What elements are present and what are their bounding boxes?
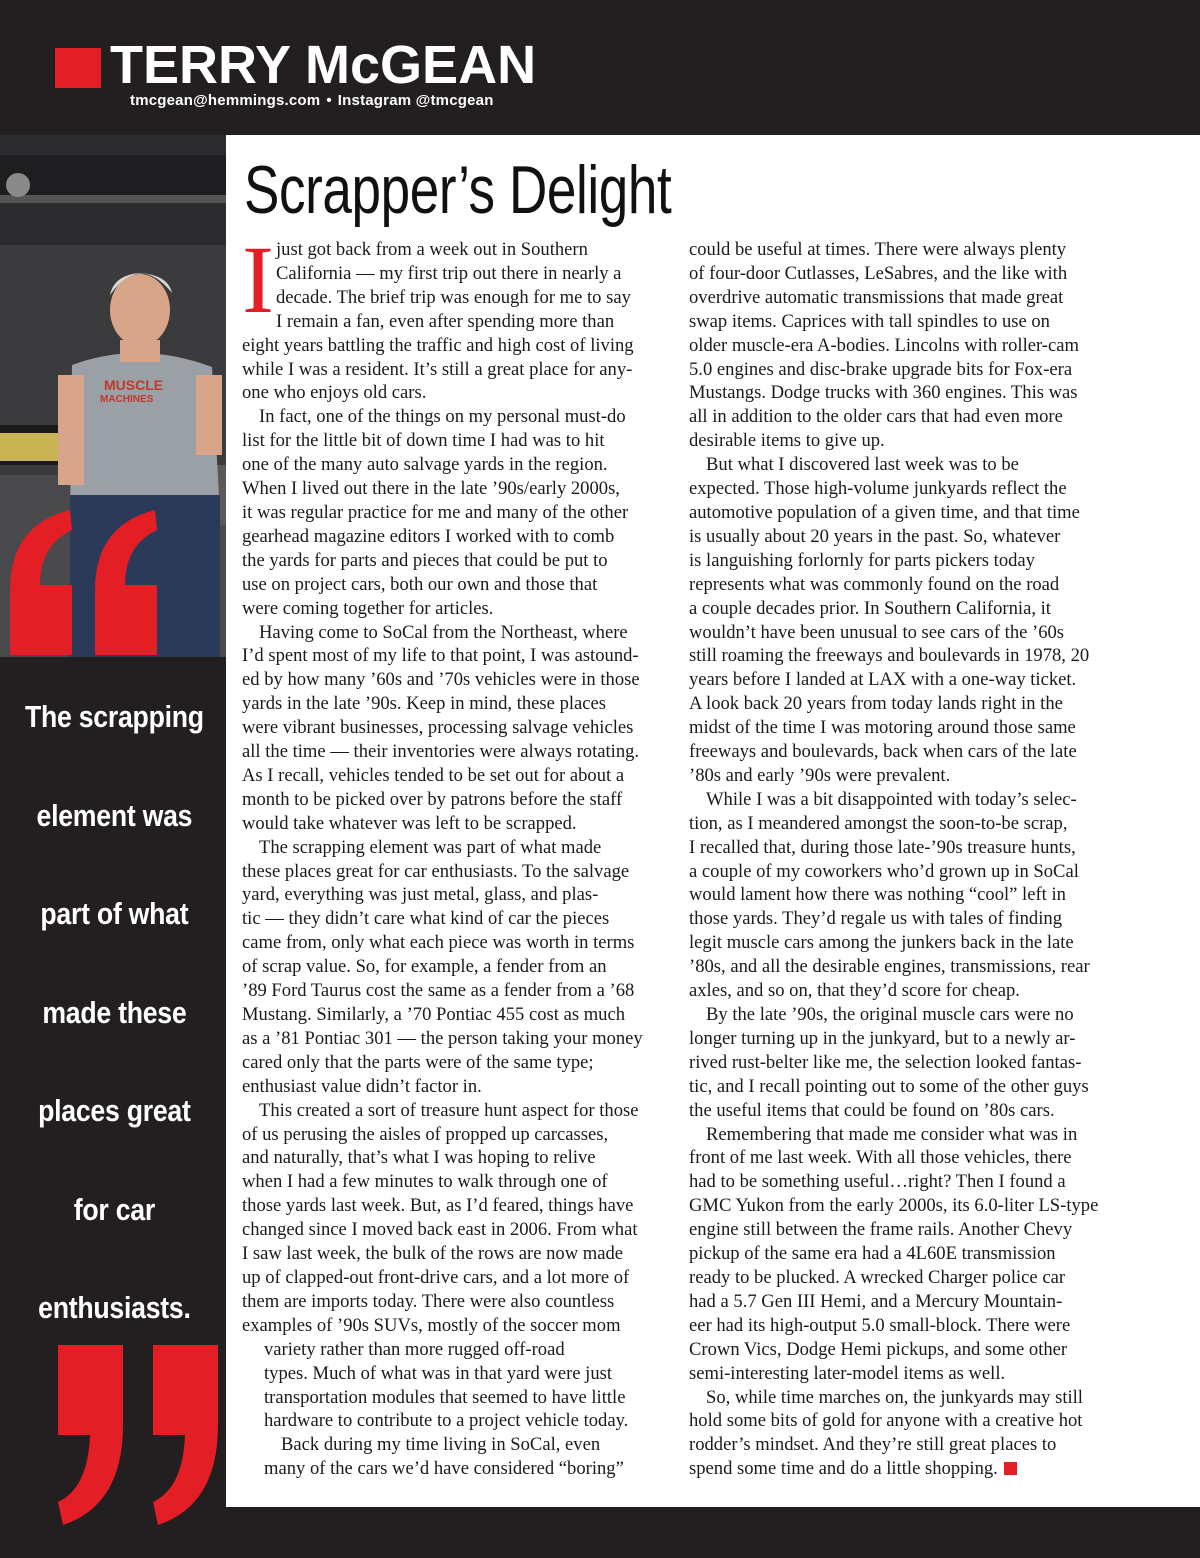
text-line: use on project cars, both our own and those that [242, 573, 598, 595]
text-line: those yards last week. But, as I’d feared, things have [242, 1195, 634, 1217]
drop-cap: I [242, 226, 274, 333]
text-line: midst of the time I was motoring around those same [689, 717, 1076, 739]
paragraph [242, 238, 674, 405]
text-line: would take whatever was left to be scrapped. [242, 812, 577, 834]
text-line: transportation modules that seemed to have little [264, 1386, 626, 1408]
pull-quote-line: made these [42, 994, 187, 1030]
text-line: legit muscle cars among the junkers back in the late [689, 932, 1074, 954]
text-line: Having come to SoCal from the Northeast, where [259, 621, 628, 643]
shirt-text-muscle: MUSCLE [104, 377, 164, 393]
text-line: of us perusing the aisles of propped up carcasses, [242, 1123, 609, 1145]
text-line: of four-door Cutlasses, LeSabres, and the like with [689, 262, 1068, 284]
pull-quote-line: for car [73, 1191, 155, 1227]
text-line: A look back 20 years from today lands right in the [689, 693, 1063, 715]
author-contact [130, 92, 494, 109]
paragraph [689, 1409, 1129, 1481]
text-line: engine still between the frame rails. Another Chevy [689, 1219, 1073, 1241]
paragraph [242, 1433, 674, 1457]
pull-quote-line: The scrapping [24, 699, 204, 734]
text-line: list for the little bit of down time I had was to hit [242, 430, 605, 452]
text-line: while I was a resident. It’s still a great place for any- [242, 358, 633, 380]
text-line: front of me last week. With all those vehicles, there [689, 1147, 1072, 1169]
text-line: As I recall, vehicles tended to be set out for about a [242, 764, 625, 786]
text-line: But what I discovered last week was to be [706, 454, 1019, 476]
text-line: changed since I moved back east in 2006. From what [242, 1219, 638, 1241]
text-line: In fact, one of the things on my personal must-do [259, 406, 626, 428]
paragraph [242, 621, 674, 645]
article-title: Scrapper’s Delight [244, 152, 672, 228]
paragraph [689, 1146, 1129, 1385]
text-line: ready to be plucked. A wrecked Charger police car [689, 1266, 1066, 1288]
text-line: when I had a few minutes to walk through one of [242, 1171, 608, 1193]
text-line: the useful items that could be found on ’80s cars. [689, 1099, 1055, 1121]
text-line: Back during my time living in SoCal, even [281, 1434, 601, 1456]
text-line: pickup of the same era had a 4L60E transmission [689, 1243, 1056, 1265]
text-line: just got back from a week out in Southern [276, 239, 588, 260]
text-line: tic, and I recall pointing out to some of the other guys [689, 1075, 1089, 1097]
paragraph [689, 1003, 1129, 1027]
text-line: yard, everything was just metal, glass, and plas- [242, 884, 599, 906]
text-line: up of clapped-out front-drive cars, and a lot more of [242, 1266, 630, 1288]
text-line: Crown Vics, Dodge Hemi pickups, and some other [689, 1338, 1068, 1360]
text-line: automotive population of a given time, and that time [689, 501, 1080, 523]
text-line: all in addition to the older cars that had even more [689, 406, 1063, 428]
text-line: a couple decades prior. In Southern California, it [689, 597, 1051, 619]
pull-quote-line: part of what [40, 896, 189, 931]
text-line: rived rust-belter like me, the selection looked fantas- [689, 1051, 1082, 1073]
text-line: were coming together for articles. [242, 597, 494, 619]
text-line: overdrive automatic transmissions that made great [689, 286, 1064, 308]
text-line: gearhead magazine editors I worked with to comb [242, 525, 615, 547]
text-line: older muscle-era A-bodies. Lincolns with roller-cam [689, 334, 1079, 356]
paragraph [242, 405, 674, 429]
text-line: as a ’81 Pontiac 301 — the person taking your money [242, 1027, 643, 1049]
article-column-left [242, 238, 674, 1481]
paragraph [242, 836, 674, 860]
text-line: of scrap value. So, for example, a fender from an [242, 956, 607, 978]
author-email[interactable]: tmcgean@hemmings.com [130, 92, 321, 109]
text-line: one who enjoys old cars. [242, 382, 427, 404]
text-line: So, while time marches on, the junkyards may still [706, 1386, 1083, 1408]
text-line: yards in the late ’90s. Keep in mind, these places [242, 693, 607, 715]
author-name: TERRY McGEAN [110, 35, 537, 95]
text-line: swap items. Caprices with tall spindles to use on [689, 310, 1050, 332]
paragraph [242, 644, 674, 835]
text-line: ’80s, and all the desirable engines, transmissions, rear [689, 956, 1090, 978]
text-line: is usually about 20 years in the past. So, whatever [689, 525, 1061, 547]
shirt-text-machines: MACHINES [100, 394, 154, 405]
header-red-square [55, 48, 101, 88]
text-line: California — my first trip out there in nearly a [276, 262, 622, 284]
text-line: had a 5.7 Gen III Hemi, and a Mercury Mountain- [689, 1290, 1063, 1312]
paragraph [242, 1457, 674, 1481]
text-line: desirable items to give up. [689, 430, 885, 452]
text-line: Mustangs. Dodge trucks with 360 engines. This was [689, 382, 1078, 404]
text-line: the yards for parts and pieces that could be put to [242, 549, 608, 571]
text-line: a couple of my coworkers who’d grown up in SoCal [689, 860, 1079, 882]
closing-line: spend some time and do a little shopping. [689, 1458, 998, 1480]
text-line: ed by how many ’60s and ’70s vehicles were in those [242, 669, 640, 691]
text-line: all the time — their inventories were always rotating. [242, 741, 640, 763]
text-line: tion, as I meandered amongst the soon-to-be scrap, [689, 812, 1068, 834]
text-line: examples of ’90s SUVs, mostly of the soccer mom [242, 1314, 621, 1336]
text-line: those yards. They’d regale us with tales of finding [689, 908, 1062, 930]
text-line: While I was a bit disappointed with today’s selec- [706, 788, 1077, 810]
pull-quote-line: enthusiasts. [38, 1290, 191, 1325]
text-line: 5.0 engines and disc-brake upgrade bits for Fox-era [689, 358, 1073, 380]
text-line: it was regular practice for me and many of the other [242, 501, 629, 523]
text-line: would lament how there was nothing “cool” left in [689, 884, 1066, 906]
pull-quote-line: places great [38, 1093, 191, 1128]
paragraph [689, 1386, 1129, 1410]
text-line: axles, and so on, that they’d score for cheap. [689, 980, 1020, 1002]
text-line: years before I landed at LAX with a one-way ticket. [689, 669, 1077, 691]
text-line: them are imports today. There were also countless [242, 1290, 615, 1312]
text-line: cared only that the parts were of the same type; [242, 1051, 594, 1073]
paragraph [689, 1027, 1129, 1123]
text-line: and naturally, that’s what I was hoping to relive [242, 1147, 596, 1169]
text-line: freeways and boulevards, back when cars of the late [689, 741, 1077, 763]
paragraph [242, 429, 674, 620]
paragraph [689, 1123, 1129, 1147]
pull-quote-line: element was [36, 797, 193, 833]
text-line: This created a sort of treasure hunt aspect for those [259, 1099, 639, 1121]
text-line: eer had its high-output 5.0 small-block. There were [689, 1314, 1071, 1336]
text-line: could be useful at times. There were always plenty [689, 239, 1067, 260]
text-line: I recalled that, during those late-’90s treasure hunts, [689, 836, 1076, 858]
text-line: Remembering that made me consider what was in [706, 1123, 1078, 1145]
text-line: decade. The brief trip was enough for me to say [276, 286, 631, 308]
text-line: I saw last week, the bulk of the rows are now made [242, 1243, 624, 1265]
text-line: ’80s and early ’90s were prevalent. [689, 764, 951, 786]
text-line: had to be something useful…right? Then I found a [689, 1171, 1066, 1193]
text-line: represents what was commonly found on the road [689, 573, 1060, 595]
text-line: Mustang. Similarly, a ’70 Pontiac 455 cost as much [242, 1004, 626, 1025]
text-line: expected. Those high-volume junkyards reflect the [689, 478, 1067, 500]
text-line [689, 1457, 1129, 1481]
text-line: types. Much of what was in that yard were just [264, 1362, 613, 1384]
contact-separator: • [326, 92, 332, 109]
text-line: hardware to contribute to a project vehicle today. [264, 1410, 629, 1432]
text-line: hold some bits of gold for anyone with a creative hot [689, 1410, 1083, 1432]
text-line: month to be picked over by patrons before the staff [242, 788, 623, 810]
header-bar [0, 0, 1200, 135]
text-line: is languishing forlornly for parts pickers today [689, 549, 1035, 571]
paragraph [689, 238, 1129, 453]
text-line: I remain a fan, even after spending more than [276, 310, 615, 332]
paragraph [689, 788, 1129, 812]
pull-quote [0, 668, 229, 1358]
text-line: wouldn’t have been unusual to see cars of the ’60s [689, 621, 1065, 643]
paragraph [689, 477, 1129, 788]
paragraph [242, 860, 674, 1099]
article-column-right [689, 238, 1129, 1481]
text-line: The scrapping element was part of what made [259, 836, 602, 858]
text-line: eight years battling the traffic and high cost of living [242, 334, 634, 356]
text-line: tic — they didn’t care what kind of car the pieces [242, 908, 610, 930]
text-line: still roaming the freeways and boulevards in 1978, 20 [689, 645, 1090, 667]
text-line: came from, only what each piece was worth in terms [242, 932, 635, 954]
text-line: semi-interesting later-model items as well. [689, 1362, 1006, 1384]
text-line: these places great for car enthusiasts. To the salvage [242, 860, 630, 882]
text-line: When I lived out there in the late ’90s/early 2000s, [242, 478, 620, 500]
close-quote-mark-icon [38, 1330, 238, 1530]
text-line: GMC Yukon from the early 2000s, its 6.0-liter LS-type [689, 1195, 1099, 1217]
text-line: one of the many auto salvage yards in the region. [242, 454, 608, 476]
author-instagram[interactable]: Instagram @tmcgean [337, 92, 494, 109]
paragraph [242, 1099, 674, 1123]
text-line: variety rather than more rugged off-road [264, 1338, 565, 1360]
end-mark-icon [1004, 1462, 1017, 1475]
text-line: rodder’s mindset. And they’re still great places to [689, 1434, 1057, 1456]
open-quote-mark-icon [0, 480, 180, 660]
text-line: ’89 Ford Taurus cost the same as a fender from a ’68 [242, 980, 635, 1002]
paragraph [242, 1123, 674, 1434]
paragraph [689, 812, 1129, 1003]
text-line: were vibrant businesses, processing salvage vehicles [242, 717, 634, 739]
text-line: By the late ’90s, the original muscle cars were no [706, 1004, 1074, 1025]
text-line: longer turning up in the junkyard, but to a newly ar- [689, 1027, 1076, 1049]
paragraph [689, 453, 1129, 477]
text-line: many of the cars we’d have considered “boring” [264, 1458, 624, 1480]
text-line: I’d spent most of my life to that point, I was astound- [242, 645, 639, 667]
text-line: enthusiast value didn’t factor in. [242, 1075, 482, 1097]
